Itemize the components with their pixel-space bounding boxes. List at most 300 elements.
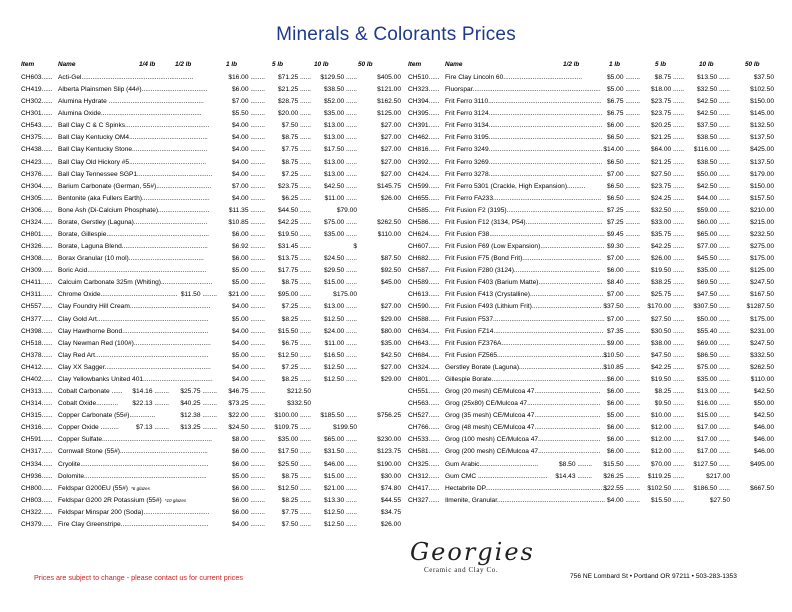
price-quarter-lb: $22.13 ........ xyxy=(132,400,169,408)
price-row xyxy=(21,144,401,156)
price-10-lb: $50.00 ...... xyxy=(697,315,730,323)
price-50-lb: $175.00 xyxy=(750,315,774,323)
price-5-lb: $32.50 ...... xyxy=(651,206,684,214)
product-name: Grog (200 mesh) CE/Mulcoa 47.................................. xyxy=(445,448,601,456)
price-10-lb: $11.00 ...... xyxy=(324,194,357,202)
item-code: CH624...... xyxy=(408,231,440,239)
item-code: CH590...... xyxy=(408,303,440,311)
price-1-lb: $4.00 ........ xyxy=(232,339,265,347)
price-5-lb: $19.50 ...... xyxy=(651,267,684,275)
price-50-lb: $175.00 xyxy=(750,255,774,263)
product-name: Ball Clay Kentucky OM4........................................... xyxy=(58,134,208,142)
price-5-lb: $42.25 ...... xyxy=(278,218,311,226)
price-10-lb: $50.00 ...... xyxy=(697,170,730,178)
product-name: Gillespie Borate............................................................... xyxy=(445,375,607,383)
price-10-lb: $11.00 ...... xyxy=(324,339,357,347)
price-5-lb: $13.75 ...... xyxy=(278,255,311,263)
price-row xyxy=(408,434,774,446)
price-5-lb: $33.00 ...... xyxy=(651,218,684,226)
price-row xyxy=(21,507,401,519)
price-1-lb: $6.50 ........ xyxy=(607,182,640,190)
price-1-lb: $4.00 ........ xyxy=(232,194,265,202)
item-code: CH316...... xyxy=(21,424,53,432)
price-10-lb: $59.00 ...... xyxy=(697,206,730,214)
price-row xyxy=(21,229,401,241)
price-10-lb: $199.50 xyxy=(333,424,357,432)
price-1-lb: $5.50 ........ xyxy=(232,110,265,118)
item-code: CH801...... xyxy=(21,231,53,239)
price-row xyxy=(408,193,774,205)
item-code: CH325...... xyxy=(408,460,440,468)
product-name: Cobalt Oxide............ xyxy=(58,400,119,408)
price-row xyxy=(408,169,774,181)
price-1-lb: $9.30 ........ xyxy=(607,243,640,251)
price-1-lb: $4.00 ........ xyxy=(607,496,640,504)
product-name: Frit Fusion F403 (Barium Matte)................................... xyxy=(445,279,603,287)
price-half-lb: $40.25 ........ xyxy=(180,400,217,408)
price-10-lb: $12.50 ...... xyxy=(324,520,357,528)
price-column-left xyxy=(21,61,401,531)
item-code: CH392...... xyxy=(408,158,440,166)
product-name: Frit Fusion F2 (3195)..................................................... xyxy=(445,206,604,214)
price-1-lb: $7.00 ........ xyxy=(607,255,640,263)
price-column-right xyxy=(408,61,774,507)
price-50-lb: $162.50 xyxy=(377,98,401,106)
price-row xyxy=(21,289,401,301)
price-5-lb: $17.75 ...... xyxy=(278,267,311,275)
product-name: Boric Acid................................................................. xyxy=(58,267,207,275)
product-name: Bone Ash (Di-Calcium Phosphate)............................ xyxy=(58,206,210,214)
price-10-lb: $17.00 ...... xyxy=(697,436,730,444)
item-code: CH518...... xyxy=(21,339,53,347)
price-10-lb: $12.50 ...... xyxy=(324,363,357,371)
price-5-lb: $21.25 ...... xyxy=(651,158,684,166)
price-1-lb: $9.00 ........ xyxy=(607,339,640,347)
price-1-lb: $4.00 ........ xyxy=(232,375,265,383)
price-50-lb: $405.00 xyxy=(377,74,401,81)
product-name: Clay Foundry Hill Cream............................................ xyxy=(58,303,211,311)
price-5-lb: $8.75 ...... xyxy=(281,472,311,480)
price-10-lb: $60.00 ...... xyxy=(697,218,730,226)
price-1-lb: $7.25 ........ xyxy=(607,206,640,214)
item-code: CH394...... xyxy=(408,98,440,106)
price-row xyxy=(21,422,401,434)
price-quarter-lb: $14.16 ........ xyxy=(132,388,169,396)
price-half-lb: $11.50 ........ xyxy=(180,291,217,299)
item-code: CH423...... xyxy=(21,158,53,166)
product-name: Ball Clay Old Hickory #5.......................................... xyxy=(58,158,207,166)
price-50-lb: $42.50 xyxy=(753,388,774,396)
product-name: Fluorspar...................................................................... xyxy=(445,86,601,94)
price-10-lb: $27.50 xyxy=(709,496,730,504)
price-1-lb: $16.00 ........ xyxy=(228,74,265,81)
price-10-lb: $17.00 ...... xyxy=(697,448,730,456)
item-code: CH412...... xyxy=(21,363,53,371)
price-row xyxy=(21,217,401,229)
product-name: Clay XX Sagger.......................................................... xyxy=(58,363,211,371)
price-5-lb: $7.75 ...... xyxy=(281,508,311,516)
price-10-lb: $79.00 xyxy=(336,206,357,214)
item-code: CH301...... xyxy=(21,110,53,118)
product-note: *6 glazes xyxy=(131,485,150,491)
price-50-lb: $45.00 xyxy=(380,279,401,287)
item-code: CH302...... xyxy=(21,98,53,106)
price-10-lb: $116.00 ...... xyxy=(693,146,730,154)
product-name: Grog (35 mesh) CE/Mulcoa 47.................................... xyxy=(445,412,601,420)
price-row xyxy=(21,132,401,144)
item-code: CH327...... xyxy=(408,496,440,504)
price-row xyxy=(21,120,401,132)
price-row xyxy=(408,459,774,471)
price-half-lb: $14.43 ........ xyxy=(555,472,592,480)
price-10-lb: $21.00 ...... xyxy=(324,484,357,492)
price-1-lb: $6.00 ........ xyxy=(607,375,640,383)
item-code: CH599...... xyxy=(408,182,440,190)
item-code: CH419...... xyxy=(21,86,53,94)
price-50-lb: $29.00 xyxy=(380,375,401,383)
price-50-lb: $42.50 xyxy=(753,412,774,420)
price-1-lb: $6.50 ........ xyxy=(607,158,640,166)
product-name: Cobalt Carbonate ...... xyxy=(58,388,123,396)
item-code: CH655...... xyxy=(408,194,440,202)
price-1-lb: $9.45 ........ xyxy=(607,231,640,239)
price-50-lb: $137.50 xyxy=(750,134,774,142)
price-1-lb: $6.75 ........ xyxy=(607,98,640,106)
product-name: Copper Sulfate............................................................ xyxy=(58,436,212,444)
product-name: Frit Fusion F413 (Crystalline)........................................ xyxy=(445,291,604,299)
item-code: CH424...... xyxy=(408,170,440,178)
product-name: Frit Ferro 3134.............................................................. xyxy=(445,122,603,130)
price-5-lb: $23.75 ...... xyxy=(651,110,684,118)
product-name: Ball Clay Tennessee SGP1......................................... xyxy=(58,170,213,178)
price-row xyxy=(21,386,401,398)
price-5-lb: $8.75 ...... xyxy=(654,74,684,81)
product-name: Acti-Gel............................................................. xyxy=(58,74,194,81)
price-1-lb: $11.35 ........ xyxy=(228,206,265,214)
product-name: Frit Ferro 3278.............................................................. xyxy=(445,170,603,178)
price-1-lb: $6.00 ........ xyxy=(607,436,640,444)
price-row xyxy=(408,483,774,495)
price-5-lb: $102.50 ...... xyxy=(647,484,684,492)
price-row xyxy=(408,398,774,410)
price-50-lb: $495.00 xyxy=(750,460,774,468)
price-row xyxy=(408,120,774,132)
item-code: CH313...... xyxy=(21,388,53,396)
price-row xyxy=(21,459,401,471)
price-5-lb: $9.50 ...... xyxy=(654,400,684,408)
price-row xyxy=(408,314,774,326)
price-10-lb: $46.00 ...... xyxy=(324,460,357,468)
product-name: Frit Fusion FZ14............................................................ xyxy=(445,327,604,335)
price-row xyxy=(21,483,401,495)
price-5-lb: $42.25 ...... xyxy=(651,243,684,251)
price-row xyxy=(408,96,774,108)
price-1-lb: $46.75 ........ xyxy=(228,388,265,396)
product-name: Feldspar Minspar 200 (Soda).................................... xyxy=(58,508,210,516)
price-50-lb: $27.00 xyxy=(380,146,401,154)
price-1-lb: $6.00 ........ xyxy=(232,508,265,516)
price-1-lb: $4.00 ........ xyxy=(232,363,265,371)
price-50-lb: $247.50 xyxy=(750,279,774,287)
price-5-lb: $28.75 ...... xyxy=(278,98,311,106)
price-10-lb: $217.00 xyxy=(706,472,730,480)
product-name: Frit Fusion F75 (Bond Frit)........................................... xyxy=(445,255,602,263)
price-50-lb: $262.50 xyxy=(750,363,774,371)
price-50-lb: $80.00 xyxy=(380,327,401,335)
price-1-lb: $4.00 ........ xyxy=(232,327,265,335)
page-title: Minerals & Colorants Prices xyxy=(276,24,516,45)
product-name: Frit Ferro 3124.............................................................. xyxy=(445,110,603,118)
item-code: CH378...... xyxy=(21,351,53,359)
price-row xyxy=(408,301,774,313)
price-row xyxy=(21,193,401,205)
price-50-lb: $110.00 xyxy=(750,375,774,383)
price-1-lb: $7.35 ........ xyxy=(607,327,640,335)
price-5-lb: $21.25 ...... xyxy=(278,86,311,94)
product-name: Frit Fusion F537............................................................. xyxy=(445,315,605,323)
price-row xyxy=(21,205,401,217)
item-code: CH585...... xyxy=(408,206,440,214)
price-5-lb: $64.00 ...... xyxy=(651,146,684,154)
product-name: Grog (20 mesh) CE/Mulcoa 47.................................... xyxy=(445,388,601,396)
price-50-lb: $87.50 xyxy=(380,255,401,263)
price-row xyxy=(408,229,774,241)
price-row xyxy=(21,446,401,458)
item-code: CH684...... xyxy=(408,351,440,359)
price-row xyxy=(408,410,774,422)
price-50-lb: $150.00 xyxy=(750,98,774,106)
price-50-lb: $35.00 xyxy=(380,339,401,347)
product-name: Chrome Oxide.......................................... xyxy=(58,291,178,299)
price-5-lb: $6.75 ...... xyxy=(281,339,311,347)
price-10-lb: $35.00 ...... xyxy=(324,110,357,118)
price-row xyxy=(21,434,401,446)
product-name: Clay Gold Art............................................................. xyxy=(58,315,209,323)
price-row xyxy=(21,169,401,181)
price-50-lb: $232.50 xyxy=(750,231,774,239)
price-5-lb: $30.50 ...... xyxy=(651,327,684,335)
item-code: CH613...... xyxy=(408,291,440,299)
header-item: Item xyxy=(408,61,422,68)
price-row xyxy=(408,217,774,229)
price-10-lb: $186.50 ...... xyxy=(693,484,730,492)
price-10-lb: $42.50 ...... xyxy=(697,182,730,190)
price-row xyxy=(408,108,774,120)
price-5-lb: $12.00 ...... xyxy=(651,448,684,456)
price-50-lb: $150.00 xyxy=(750,182,774,190)
price-row xyxy=(21,314,401,326)
price-1-lb: $6.00 ........ xyxy=(232,86,265,94)
product-name: Gum Arabic................................ xyxy=(445,460,539,468)
price-50-lb: $125.00 xyxy=(750,267,774,275)
price-10-lb: $42.50 ...... xyxy=(697,98,730,106)
price-50-lb: $50.00 xyxy=(753,400,774,408)
product-name: Cryolite...................................................................... xyxy=(58,460,209,468)
price-5-lb: $17.50 ...... xyxy=(278,448,311,456)
price-1-lb: $6.00 ........ xyxy=(232,448,265,456)
company-logo xyxy=(410,540,560,574)
header-5-lb: 5 lb xyxy=(655,61,667,68)
price-1-lb: $73.25 ........ xyxy=(228,400,265,408)
price-50-lb: $167.50 xyxy=(750,291,774,299)
price-5-lb: $23.75 ...... xyxy=(278,182,311,190)
price-row xyxy=(408,144,774,156)
price-1-lb: $4.00 ........ xyxy=(232,303,265,311)
price-row xyxy=(408,72,774,84)
item-code: CH543...... xyxy=(21,122,53,130)
price-10-lb: $ xyxy=(353,243,357,251)
price-5-lb: $7.25 ...... xyxy=(281,170,311,178)
item-code: CH462...... xyxy=(408,134,440,142)
price-10-lb: $42.50 ...... xyxy=(324,182,357,190)
price-5-lb: $38.25 ...... xyxy=(651,279,684,287)
item-code: CH634...... xyxy=(408,327,440,335)
item-code: CH326...... xyxy=(21,243,53,251)
price-1-lb: $4.00 ........ xyxy=(232,520,265,528)
product-name: Frit Ferro 3269.............................................................. xyxy=(445,158,603,166)
item-code: CH315...... xyxy=(21,412,53,420)
price-row xyxy=(21,253,401,265)
product-name: Alumina Hydrate .................................................... xyxy=(58,98,204,106)
price-10-lb: $15.00 ...... xyxy=(324,279,357,287)
price-list-right xyxy=(408,72,774,507)
product-name: Alberta Plainsmen Slip (44#).................................... xyxy=(58,86,208,94)
item-code: CH588...... xyxy=(408,315,440,323)
price-row xyxy=(408,350,774,362)
price-50-lb: $92.50 xyxy=(380,267,401,275)
price-row xyxy=(21,398,401,410)
item-code: CH586...... xyxy=(408,218,440,226)
price-5-lb: $24.25 ...... xyxy=(651,194,684,202)
price-10-lb: $86.50 ...... xyxy=(697,351,730,359)
price-row xyxy=(408,157,774,169)
price-50-lb: $157.50 xyxy=(750,194,774,202)
price-row xyxy=(21,108,401,120)
item-code: CH417...... xyxy=(408,484,440,492)
price-row xyxy=(408,277,774,289)
item-code: CH643...... xyxy=(408,339,440,347)
price-5-lb: $10.00 ...... xyxy=(651,412,684,420)
header-name: Name xyxy=(58,61,76,68)
price-1-lb: $5.00 ........ xyxy=(232,279,265,287)
price-5-lb: $19.50 ...... xyxy=(651,375,684,383)
price-row xyxy=(408,84,774,96)
price-10-lb: $69.50 ...... xyxy=(697,279,730,287)
price-50-lb: $26.00 xyxy=(380,194,401,202)
price-5-lb: $8.25 ...... xyxy=(281,496,311,504)
price-5-lb: $8.75 ...... xyxy=(281,158,311,166)
product-name: Borate, Gerstley (Laguna)........................................ xyxy=(58,218,208,226)
item-code: CH766...... xyxy=(408,424,440,432)
price-50-lb: $26.00 xyxy=(380,520,401,528)
product-name: Copper Oxide .......... xyxy=(58,424,119,432)
item-code: CH377...... xyxy=(21,315,53,323)
price-5-lb: $6.25 ...... xyxy=(281,194,311,202)
price-10-lb: $13.00 ...... xyxy=(324,134,357,142)
price-50-lb: $667.50 xyxy=(750,484,774,492)
item-code: CH398...... xyxy=(21,327,53,335)
price-5-lb: $47.50 ...... xyxy=(651,351,684,359)
price-10-lb: $15.00 ...... xyxy=(324,472,357,480)
price-5-lb: $7.75 ...... xyxy=(281,146,311,154)
price-5-lb: $8.25 ...... xyxy=(281,375,311,383)
price-1-lb: $6.00 ........ xyxy=(607,424,640,432)
price-50-lb: $30.00 xyxy=(380,472,401,480)
price-10-lb: $69.00 ...... xyxy=(697,339,730,347)
header-5-lb: 5 lb xyxy=(272,61,284,68)
price-5-lb: $7.50 ...... xyxy=(281,122,311,130)
price-5-lb: $212.50 xyxy=(287,388,311,396)
product-name: Fire Clay Greenstripe................................................ xyxy=(58,520,209,528)
price-5-lb: $35.00 ...... xyxy=(278,436,311,444)
item-code: CH375...... xyxy=(21,134,53,142)
item-code: CH311...... xyxy=(21,291,53,299)
product-name: Barium Carbonate (German, 55#).............................. xyxy=(58,182,212,190)
column-header-left xyxy=(21,61,401,71)
item-code: CH587...... xyxy=(408,267,440,275)
price-row xyxy=(408,241,774,253)
price-5-lb: $8.75 ...... xyxy=(281,134,311,142)
price-1-lb: $6.75 ........ xyxy=(607,110,640,118)
item-code: CH322...... xyxy=(21,508,53,516)
price-50-lb: $190.00 xyxy=(377,460,401,468)
price-5-lb: $12.50 ...... xyxy=(278,351,311,359)
product-name: Frit Fusion F38............................................................... xyxy=(445,231,605,239)
price-row xyxy=(21,374,401,386)
price-list-left xyxy=(21,72,401,531)
item-code: CH527...... xyxy=(408,412,440,420)
price-5-lb: $44.50 ...... xyxy=(278,206,311,214)
item-code: CH801...... xyxy=(408,375,440,383)
price-50-lb: $42.50 xyxy=(380,351,401,359)
price-row xyxy=(21,471,401,483)
price-10-lb: $35.00 ...... xyxy=(697,267,730,275)
price-row xyxy=(21,495,401,507)
price-10-lb: $17.50 ...... xyxy=(324,146,357,154)
price-5-lb: $15.50 ...... xyxy=(651,496,684,504)
price-10-lb: $52.00 ...... xyxy=(324,98,357,106)
price-row xyxy=(408,362,774,374)
product-name: Borate, Laguna Blend............................................... xyxy=(58,243,208,251)
product-name: Frit Ferro 3195.............................................................. xyxy=(445,134,603,142)
item-code: CH324...... xyxy=(408,363,440,371)
price-10-lb: $37.50 ...... xyxy=(697,122,730,130)
price-10-lb: $45.50 ...... xyxy=(697,255,730,263)
price-row xyxy=(21,96,401,108)
price-50-lb: $145.00 xyxy=(750,110,774,118)
header-quarter-lb: 1/4 lb xyxy=(139,61,156,68)
price-5-lb: $18.00 ...... xyxy=(651,86,684,94)
product-name: Frit Fusion F280 (3124)............................................... xyxy=(445,267,600,275)
price-10-lb: $129.50 ...... xyxy=(320,74,357,81)
product-name: Gerstley Borate (Laguna)............................................... xyxy=(445,363,606,371)
price-50-lb: $29.00 xyxy=(380,315,401,323)
price-50-lb: $262.50 xyxy=(377,218,401,226)
product-name: Hectabrite DP................................................................... xyxy=(445,484,608,492)
price-10-lb: $44.00 ...... xyxy=(697,194,730,202)
price-10-lb: $75.00 ...... xyxy=(324,218,357,226)
price-5-lb: $7.25 ...... xyxy=(281,303,311,311)
price-5-lb: $35.75 ...... xyxy=(651,231,684,239)
product-name: Frit Fusion F69 (Low Expansion)................................... xyxy=(445,243,605,251)
price-50-lb: $125.00 xyxy=(377,110,401,118)
price-5-lb: $109.75 ...... xyxy=(274,424,311,432)
product-name: Cornwall Stone (55#)................................................ xyxy=(58,448,208,456)
price-5-lb: $8.25 ...... xyxy=(281,315,311,323)
item-code: CH682...... xyxy=(408,255,440,263)
price-row xyxy=(21,157,401,169)
header-50-lb: 50 lb xyxy=(745,61,760,68)
